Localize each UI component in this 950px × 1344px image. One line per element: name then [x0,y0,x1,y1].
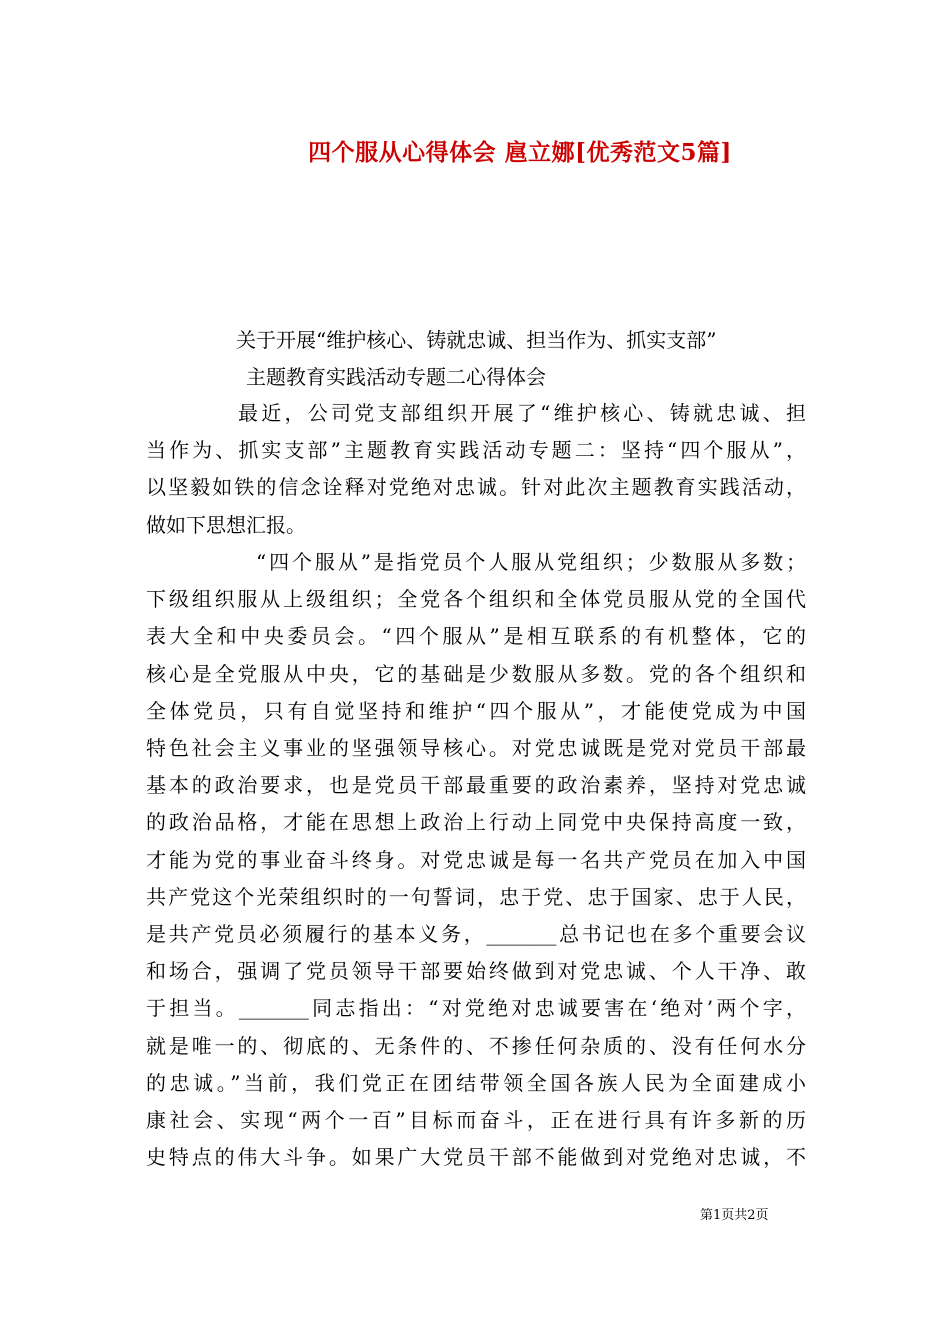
subheading-line-1: 关于开展“维护核心、铸就忠诚、担当作为、抓实支部” [236,328,717,352]
paragraph-2 [146,544,806,1176]
paragraph-2-line: 共产党这个光荣组织时的一句誓词，忠于党、忠于国家、忠于人民， [146,884,806,909]
document-title: 四个服从心得体会 扈立娜[优秀范文5篇] [308,139,732,166]
paragraph-2-line: 于担当。_______同志指出：“对党绝对忠诚要害在‘绝对’两个字， [146,996,806,1021]
paragraph-1 [146,395,806,544]
paragraph-2-line: 和场合，强调了党员领导干部要始终做到对党忠诚、个人干净、敢 [146,959,806,984]
page-indicator: 第1页共2页 [700,1208,769,1223]
paragraph-1-line: 做如下思想汇报。 [146,512,306,537]
paragraph-2-line: 康社会、实现“两个一百”目标而奋斗，正在进行具有许多新的历 [146,1108,806,1133]
paragraph-2-line: 史特点的伟大斗争。如果广大党员干部不能做到对党绝对忠诚，不 [146,1145,806,1170]
paragraph-2-line: 下级组织服从上级组织；全党各个组织和全体党员服从党的全国代 [146,587,806,612]
paragraph-2-line: 的忠诚。”当前，我们党正在团结带领全国各族人民为全面建成小 [146,1070,806,1095]
paragraph-2-line: 特色社会主义事业的坚强领导核心。对党忠诚既是党对党员干部最 [146,736,806,761]
paragraph-2-line: 的政治品格，才能在思想上政治上行动上同党中央保持高度一致， [146,810,806,835]
paragraph-2-line: 是共产党员必须履行的基本义务，_______总书记也在多个重要会议 [146,922,806,947]
paragraph-2-line: 核心是全党服从中央，它的基础是少数服从多数。党的各个组织和 [146,661,806,686]
paragraph-1-line: 以坚毅如铁的信念诠释对党绝对忠诚。针对此次主题教育实践活动， [146,475,806,500]
paragraph-2-line: 全体党员，只有自觉坚持和维护“四个服从”，才能使党成为中国 [146,698,806,723]
paragraph-1-line: 当作为、抓实支部”主题教育实践活动专题二：坚持“四个服从”， [146,438,806,463]
paragraph-2-line: 才能为党的事业奋斗终身。对党忠诚是每一名共产党员在加入中国 [146,847,806,872]
paragraph-2-line: “四个服从”是指党员个人服从党组织；少数服从多数； [256,550,806,574]
paragraph-2-line: 表大全和中央委员会。“四个服从”是相互联系的有机整体，它的 [146,624,806,649]
paragraph-1-line: 最近，公司党支部组织开展了“维护核心、铸就忠诚、担 [238,401,806,425]
paragraph-2-line: 就是唯一的、彻底的、无条件的、不掺任何杂质的、没有任何水分 [146,1033,806,1058]
paragraph-2-line: 基本的政治要求，也是党员干部最重要的政治素养，坚持对党忠诚 [146,773,806,798]
subheading-line-2: 主题教育实践活动专题二心得体会 [246,365,546,389]
